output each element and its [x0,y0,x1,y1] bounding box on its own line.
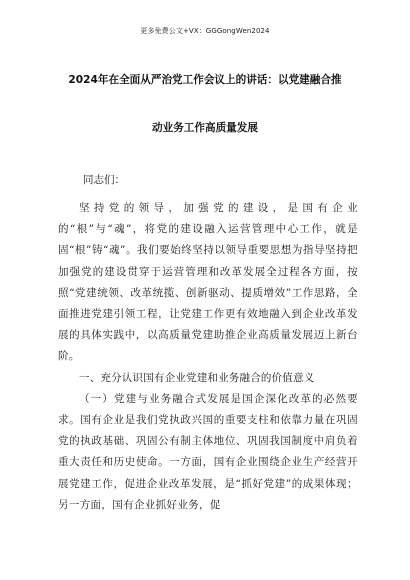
paragraph: （一）党建与业务融合式发展是国企深化改革的必然要求。国有企业是我们党执政兴国的重要支柱和依靠力量在巩固党的执政基础、巩固公有制主体地位、巩固我国制度中肩负着重大责任和历史使命。一方面，国有企业围绕企业生产经营开展党建工作，促进企业改革发展，是“抓好党建”的成果体现；另一方面，国有企业抓好业务，促 [58,392,358,511]
body-text [58,198,358,516]
document-title-line-2: 动业务工作高质量发展 [152,122,258,134]
section-heading: 一、充分认识国有企业党建和业务融合的价值意义 [79,371,315,384]
document-title-line-1: 2024年在全面从严治党工作会议上的讲话：以党建融合推 [68,74,342,86]
header-note: 更多免费公文+VX：GGGongWen2024 [140,27,270,35]
salutation: 同志们： [83,174,125,186]
paragraph: 坚持党的领导，加强党的建设，是国有企业的“根”与“魂”，将党的建设融入运营管理中心工作，就是固“根”铸“魂”。我们要始终坚持以领导重要思想为指导坚持把加强党的建设贯穿于运营管理和改革发展全过程各方面，按照“党建统领、改革统揽、创新驱动、提质增效”工作思路，全面推进党建引领工程，让党建工作更有效地融入到企业改革发展的具体实践中，以高质量党建助推企业高质量发展迈上新台阶。 [58,202,358,363]
